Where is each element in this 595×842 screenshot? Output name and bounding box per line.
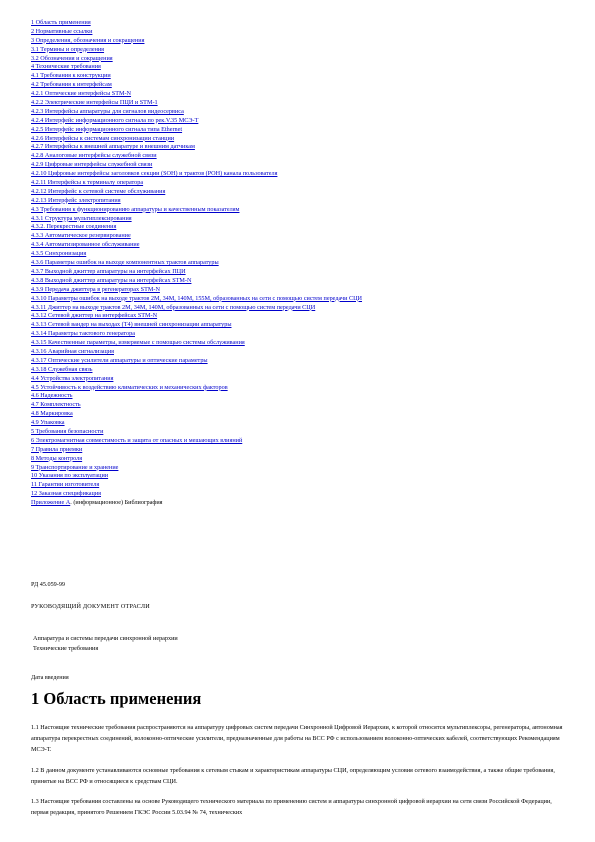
toc-entry xyxy=(31,339,571,348)
toc-entry xyxy=(31,19,571,28)
toc-entry xyxy=(31,206,571,215)
toc-link[interactable]: 4.3.9 Передача джиттера в регенераторах STM-N xyxy=(31,285,160,293)
toc-link[interactable]: 4.3.18 Служебная связь xyxy=(31,365,93,373)
toc-entry xyxy=(31,37,571,46)
toc-link[interactable]: 10 Указания по эксплуатации xyxy=(31,472,109,480)
toc-link[interactable]: 4.2.13 Интерфейс электропитания xyxy=(31,196,121,204)
toc-entry xyxy=(31,366,571,375)
toc-entry xyxy=(31,232,571,241)
toc-entry xyxy=(31,304,571,313)
toc-link[interactable]: 4.3.15 Качественные параметры, измеряемые с помощью системы обслуживания xyxy=(31,339,245,347)
toc-link[interactable]: 3.2 Обозначения и сокращения xyxy=(31,54,113,62)
toc-entry xyxy=(31,268,571,277)
toc-entry xyxy=(31,446,571,455)
toc-link[interactable]: 4.1 Требования к конструкции xyxy=(31,72,111,80)
toc-link[interactable]: 4.2.10 Цифровые интерфейсы заголовков секции (SOH) и трактов (POH) канала пользователя xyxy=(31,170,278,178)
toc-link[interactable]: 4.3.5 Синхронизация xyxy=(31,250,87,258)
paragraph-1-1: 1.1 Настоящие технические требования распространяются на аппаратуру цифровых систем передачи Синхронной Цифровой Иерархии, к которой относятся мультиплексоры, регенераторы, автономная аппаратура перекрестных соединений, волоконно-оптические усилители, предназначенные для работы на ВСС РФ с использованием волоконно-оптических кабелей, соответствующих Рекомендациям МСЭ-Т. xyxy=(31,724,563,753)
toc-link[interactable]: 4.3.7 Выходной джиттер аппаратуры на интерфейсах ПЦИ xyxy=(31,267,186,275)
toc-link[interactable]: 4.2.5 Интерфейс информационного сигнала типа Ethernet xyxy=(31,125,183,133)
toc-entry xyxy=(31,437,571,446)
toc-link[interactable]: 4.2.8 Аналоговые интерфейсы служебной связи xyxy=(31,152,157,160)
toc-link[interactable]: 4.5 Устойчивость к воздействию климатических и механических факторов xyxy=(31,383,228,391)
toc-entry xyxy=(31,348,571,357)
document-title-block xyxy=(33,634,178,654)
toc-link[interactable]: 5 Требования безопасности xyxy=(31,427,104,435)
toc-entry xyxy=(31,375,571,384)
toc-link[interactable]: 4.3.12 Сетевой джиттер на интерфейсах STM-N xyxy=(31,312,158,320)
toc-link[interactable]: 4.2.2 Электрические интерфейсы ПЦИ и STM-1 xyxy=(31,99,158,107)
toc-entry xyxy=(31,197,571,206)
toc-link[interactable]: 4.2.1 Оптические интерфейсы STM-N xyxy=(31,90,132,98)
toc-entry xyxy=(31,259,571,268)
toc-entry xyxy=(31,135,571,144)
toc-link[interactable]: 2 Нормативные ссылки xyxy=(31,27,93,35)
toc-entry xyxy=(31,490,571,499)
toc-link[interactable]: 4.3.16 Аварийная сигнализация xyxy=(31,347,115,355)
toc-link[interactable]: 4.3.14 Параметры тактового генератора xyxy=(31,330,135,338)
toc-link[interactable]: 4.2 Требования к интерфейсам xyxy=(31,81,112,89)
toc-link[interactable]: 4.3.1 Структура мультиплексирования xyxy=(31,214,132,222)
table-of-contents xyxy=(31,19,571,508)
toc-link[interactable]: 4.3.13 Сетевой вандер на выходах (T4) внешней синхронизации аппаратуры xyxy=(31,321,232,329)
toc-entry xyxy=(31,215,571,224)
toc-entry xyxy=(31,126,571,135)
document-type: РУКОВОДЯЩИЙ ДОКУМЕНТ ОТРАСЛИ xyxy=(31,603,150,610)
toc-entry xyxy=(31,419,571,428)
toc-entry xyxy=(31,401,571,410)
toc-entry xyxy=(31,55,571,64)
toc-entry xyxy=(31,46,571,55)
toc-entry xyxy=(31,241,571,250)
paragraph-1-3: 1.3 Настоящие требования составлены на основе Руководящего технического материала по применению систем и аппаратуры синхронной цифровой иерархии на сети связи Российской Федерации, первая редакция, принятого Решением ГКЭС России 5.03.94 № 74, технических xyxy=(31,798,552,816)
toc-link[interactable]: 9 Транспортирование и хранение xyxy=(31,463,119,471)
toc-link[interactable]: 4.3.17 Оптические усилители аппаратуры и оптические параметры xyxy=(31,356,208,364)
introduction-date: Дата введения xyxy=(31,674,69,681)
toc-link-appendix[interactable]: Приложение А xyxy=(31,499,71,507)
toc-link[interactable]: 4.3.2. Перекрестные соединения xyxy=(31,223,117,231)
toc-link[interactable]: 4.3.4 Автоматизированное обслуживание xyxy=(31,241,140,249)
toc-entry xyxy=(31,410,571,419)
toc-entry xyxy=(31,179,571,188)
toc-link[interactable]: 4.3.10 Параметры ошибок на выходе трактов 2М, 34М, 140М, 155М, образованных на сети с помощью систем передачи СЦИ xyxy=(31,294,363,302)
toc-entry-appendix xyxy=(31,499,571,508)
toc-link[interactable]: 4.6 Надежность xyxy=(31,392,73,400)
toc-link[interactable]: 4.2.9 Цифровые интерфейсы служебной связи xyxy=(31,161,153,169)
toc-entry xyxy=(31,223,571,232)
toc-link[interactable]: 4.3.3 Автоматическое резервирование xyxy=(31,232,131,240)
toc-link[interactable]: 3.1 Термины и определения xyxy=(31,45,105,53)
toc-link[interactable]: 8 Методы контроля xyxy=(31,454,83,462)
toc-link[interactable]: 4 Технические требования xyxy=(31,63,101,71)
toc-entry xyxy=(31,472,571,481)
toc-entry xyxy=(31,428,571,437)
toc-entry xyxy=(31,143,571,152)
section-heading: 1 Область применения xyxy=(31,689,202,708)
toc-entry xyxy=(31,481,571,490)
toc-entry xyxy=(31,384,571,393)
toc-entry xyxy=(31,108,571,117)
paragraph-1-2: 1.2 В данном документе устанавливаются основные требования к сетевым стыкам и характеристикам аппаратуры СЦИ, определяющим условия сетевого взаимодействия, а также общие требования, принятые на ВСС РФ и относящиеся к средствам СЦИ. xyxy=(31,767,555,785)
toc-link[interactable]: 6 Электромагнитная совместимость и защита от опасных и мешающих влияний xyxy=(31,436,243,444)
toc-entry xyxy=(31,161,571,170)
toc-entry xyxy=(31,170,571,179)
toc-entry xyxy=(31,152,571,161)
toc-link[interactable]: 4.3.6 Параметры ошибок на выходе компонентных трактов аппаратуры xyxy=(31,259,219,267)
toc-entry xyxy=(31,117,571,126)
document-title: Аппаратура и системы передачи синхронной иерархии xyxy=(33,635,178,642)
toc-link[interactable]: 4.8 Маркировка xyxy=(31,410,73,418)
toc-entry xyxy=(31,90,571,99)
toc-entry xyxy=(31,286,571,295)
toc-entry xyxy=(31,392,571,401)
toc-link[interactable]: 11 Гарантии изготовителя xyxy=(31,481,100,489)
document-code: РД 45.059-99 xyxy=(31,581,66,588)
toc-link[interactable]: 3 Определения, обозначения и сокращения xyxy=(31,36,145,44)
toc-entry xyxy=(31,464,571,473)
toc-entry xyxy=(31,63,571,72)
toc-link[interactable]: 4.3.11 Джиттер на выходе трактов 2М, 34М, 140М, образованных на сети с помощью систем передачи СЦИ xyxy=(31,303,316,311)
toc-link[interactable]: 4.4 Устройства электропитания xyxy=(31,374,114,382)
toc-entry xyxy=(31,28,571,37)
toc-link[interactable]: 4.2.4 Интерфейс информационного сигнала по рек.V.35 МСЭ-Т xyxy=(31,116,199,124)
toc-entry xyxy=(31,330,571,339)
toc-entry xyxy=(31,188,571,197)
toc-link[interactable]: 4.2.11 Интерфейсы к терминалу оператора xyxy=(31,179,144,187)
toc-link[interactable]: 12 Заказная спецификация xyxy=(31,490,102,498)
toc-link[interactable]: 4.2.7 Интерфейсы к внешней аппаратуре и внешним датчикам xyxy=(31,143,195,151)
toc-entry xyxy=(31,81,571,90)
toc-link[interactable]: 4.9 Упаковка xyxy=(31,419,65,427)
toc-link[interactable]: 1 Область применения xyxy=(31,19,91,26)
toc-entry xyxy=(31,72,571,81)
toc-link[interactable]: 4.3 Требования к функционированию аппаратуры и качественным показателям xyxy=(31,205,240,213)
toc-link[interactable]: 4.7 Комплектность xyxy=(31,401,81,409)
toc-entry xyxy=(31,99,571,108)
toc-link[interactable]: 4.2.3 Интерфейсы аппаратуры для сигналов видеосервиса xyxy=(31,107,184,115)
document-subtitle: Технические требования xyxy=(33,645,99,652)
toc-entry xyxy=(31,357,571,366)
toc-appendix-caption: . (информационное) Библиография xyxy=(70,499,163,507)
toc-link[interactable]: 7 Правила приемки xyxy=(31,445,83,453)
toc-link[interactable]: 4.2.12 Интерфейс к сетевой системе обслуживания xyxy=(31,187,166,195)
toc-link[interactable]: 4.3.8 Выходной джиттер аппаратуры на интерфейсах STM-N xyxy=(31,276,192,284)
toc-entry xyxy=(31,295,571,304)
toc-entry xyxy=(31,250,571,259)
toc-entry xyxy=(31,277,571,286)
toc-entry xyxy=(31,312,571,321)
toc-link[interactable]: 4.2.6 Интерфейсы к системам синхронизации станции xyxy=(31,134,175,142)
toc-entry xyxy=(31,321,571,330)
toc-entry xyxy=(31,455,571,464)
